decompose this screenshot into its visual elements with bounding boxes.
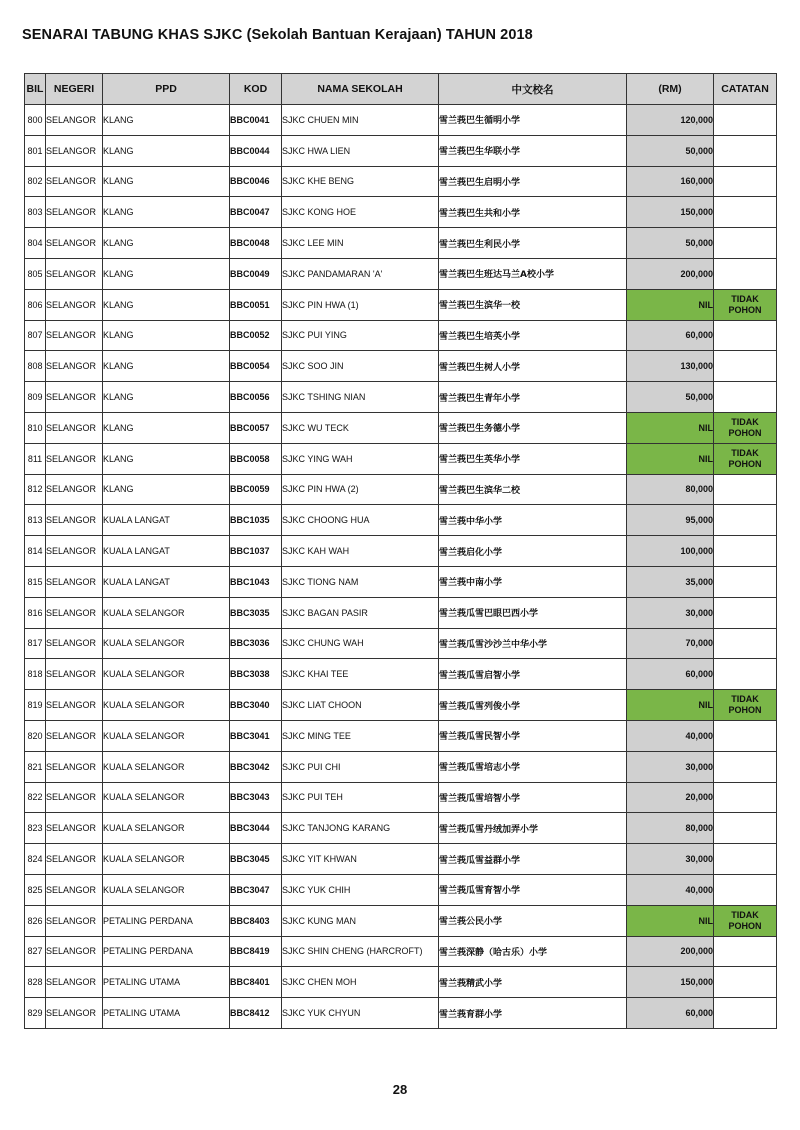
row-negeri: SELANGOR: [46, 874, 103, 905]
row-kod: BBC0044: [230, 135, 282, 166]
row-kod: BBC0046: [230, 166, 282, 197]
row-catatan: [714, 659, 777, 690]
row-amount: 30,000: [627, 751, 714, 782]
row-chinese-name: 雪兰莪瓜雪沙沙兰中华小学: [439, 628, 627, 659]
row-school-name: SJKC KHE BENG: [282, 166, 439, 197]
row-school-name: SJKC BAGAN PASIR: [282, 597, 439, 628]
row-bil: 825: [25, 874, 46, 905]
row-negeri: SELANGOR: [46, 197, 103, 228]
row-negeri: SELANGOR: [46, 505, 103, 536]
table-row: [25, 197, 777, 228]
header-ppd: PPD: [103, 74, 230, 105]
row-amount: 120,000: [627, 105, 714, 136]
row-ppd: KUALA SELANGOR: [103, 813, 230, 844]
row-school-name: SJKC HWA LIEN: [282, 135, 439, 166]
row-ppd: KLANG: [103, 105, 230, 136]
row-bil: 805: [25, 258, 46, 289]
row-kod: BBC0058: [230, 443, 282, 474]
row-negeri: SELANGOR: [46, 474, 103, 505]
row-chinese-name: 雪兰莪巴生培英小学: [439, 320, 627, 351]
row-ppd: KUALA SELANGOR: [103, 751, 230, 782]
row-chinese-name: 雪兰莪瓜雪益群小学: [439, 844, 627, 875]
row-catatan: TIDAK POHON: [714, 289, 777, 320]
row-amount: 50,000: [627, 135, 714, 166]
row-amount: 150,000: [627, 197, 714, 228]
row-kod: BBC3044: [230, 813, 282, 844]
row-bil: 821: [25, 751, 46, 782]
row-negeri: SELANGOR: [46, 382, 103, 413]
row-kod: BBC0048: [230, 228, 282, 259]
row-chinese-name: 雪兰莪巴生滨华二校: [439, 474, 627, 505]
row-kod: BBC0041: [230, 105, 282, 136]
row-kod: BBC8403: [230, 905, 282, 936]
row-amount: NIL: [627, 905, 714, 936]
row-kod: BBC8419: [230, 936, 282, 967]
row-school-name: SJKC SOO JIN: [282, 351, 439, 382]
row-kod: BBC1035: [230, 505, 282, 536]
row-catatan: [714, 813, 777, 844]
row-ppd: KUALA SELANGOR: [103, 720, 230, 751]
row-ppd: KLANG: [103, 351, 230, 382]
table-row: [25, 967, 777, 998]
page-title: SENARAI TABUNG KHAS SJKC (Sekolah Bantuan Kerajaan) TAHUN 2018: [22, 27, 533, 43]
row-amount: NIL: [627, 412, 714, 443]
row-ppd: KLANG: [103, 320, 230, 351]
row-bil: 819: [25, 690, 46, 721]
table-row: [25, 905, 777, 936]
row-school-name: SJKC PUI YING: [282, 320, 439, 351]
table-row: [25, 105, 777, 136]
row-kod: BBC8412: [230, 998, 282, 1029]
row-catatan: [714, 597, 777, 628]
table-row: [25, 782, 777, 813]
row-chinese-name: 雪兰莪瓜雪启智小学: [439, 659, 627, 690]
row-amount: 50,000: [627, 382, 714, 413]
row-school-name: SJKC PIN HWA (2): [282, 474, 439, 505]
row-chinese-name: 雪兰莪巴生华联小学: [439, 135, 627, 166]
row-school-name: SJKC YING WAH: [282, 443, 439, 474]
row-ppd: PETALING PERDANA: [103, 905, 230, 936]
row-catatan: TIDAK POHON: [714, 412, 777, 443]
row-ppd: KUALA LANGAT: [103, 566, 230, 597]
row-negeri: SELANGOR: [46, 228, 103, 259]
row-ppd: KLANG: [103, 228, 230, 259]
row-ppd: KUALA LANGAT: [103, 505, 230, 536]
row-school-name: SJKC CHOONG HUA: [282, 505, 439, 536]
row-bil: 801: [25, 135, 46, 166]
page-number: 28: [392, 1082, 408, 1097]
row-catatan: [714, 351, 777, 382]
row-bil: 807: [25, 320, 46, 351]
header-nama-sekolah: NAMA SEKOLAH: [282, 74, 439, 105]
row-chinese-name: 雪兰莪巴生青年小学: [439, 382, 627, 413]
row-school-name: SJKC MING TEE: [282, 720, 439, 751]
row-negeri: SELANGOR: [46, 782, 103, 813]
row-bil: 814: [25, 536, 46, 567]
table-row: [25, 536, 777, 567]
row-negeri: SELANGOR: [46, 536, 103, 567]
row-catatan: [714, 874, 777, 905]
row-school-name: SJKC CHUNG WAH: [282, 628, 439, 659]
row-kod: BBC0052: [230, 320, 282, 351]
row-school-name: SJKC PANDAMARAN 'A': [282, 258, 439, 289]
row-kod: BBC1037: [230, 536, 282, 567]
row-ppd: KLANG: [103, 382, 230, 413]
row-school-name: SJKC TSHING NIAN: [282, 382, 439, 413]
row-amount: 35,000: [627, 566, 714, 597]
row-amount: 95,000: [627, 505, 714, 536]
row-bil: 826: [25, 905, 46, 936]
row-ppd: KLANG: [103, 166, 230, 197]
row-amount: 80,000: [627, 813, 714, 844]
row-catatan: [714, 967, 777, 998]
row-ppd: KUALA SELANGOR: [103, 628, 230, 659]
row-ppd: KLANG: [103, 197, 230, 228]
row-bil: 811: [25, 443, 46, 474]
row-kod: BBC3036: [230, 628, 282, 659]
row-chinese-name: 雪兰莪启化小学: [439, 536, 627, 567]
row-negeri: SELANGOR: [46, 566, 103, 597]
row-catatan: [714, 566, 777, 597]
row-amount: 20,000: [627, 782, 714, 813]
row-bil: 810: [25, 412, 46, 443]
row-bil: 818: [25, 659, 46, 690]
row-amount: NIL: [627, 690, 714, 721]
row-school-name: SJKC WU TECK: [282, 412, 439, 443]
row-negeri: SELANGOR: [46, 597, 103, 628]
row-kod: BBC0059: [230, 474, 282, 505]
table-row: [25, 597, 777, 628]
row-catatan: [714, 382, 777, 413]
header-bil: BIL: [25, 74, 46, 105]
row-bil: 809: [25, 382, 46, 413]
row-amount: 200,000: [627, 258, 714, 289]
row-catatan: [714, 135, 777, 166]
row-amount: 100,000: [627, 536, 714, 567]
row-negeri: SELANGOR: [46, 351, 103, 382]
row-catatan: [714, 105, 777, 136]
table-row: [25, 628, 777, 659]
row-amount: 40,000: [627, 720, 714, 751]
table-row: [25, 351, 777, 382]
row-school-name: SJKC SHIN CHENG (HARCROFT): [282, 936, 439, 967]
row-bil: 823: [25, 813, 46, 844]
row-ppd: KUALA SELANGOR: [103, 597, 230, 628]
row-school-name: SJKC YIT KHWAN: [282, 844, 439, 875]
table-row: [25, 659, 777, 690]
row-negeri: SELANGOR: [46, 320, 103, 351]
row-negeri: SELANGOR: [46, 628, 103, 659]
row-chinese-name: 雪兰莪瓜雪丹绒加弄小学: [439, 813, 627, 844]
row-amount: NIL: [627, 289, 714, 320]
row-bil: 829: [25, 998, 46, 1029]
row-catatan: [714, 228, 777, 259]
row-negeri: SELANGOR: [46, 289, 103, 320]
row-bil: 816: [25, 597, 46, 628]
row-amount: 60,000: [627, 998, 714, 1029]
row-ppd: PETALING PERDANA: [103, 936, 230, 967]
table-row: [25, 874, 777, 905]
row-ppd: KLANG: [103, 289, 230, 320]
row-chinese-name: 雪兰莪巴生利民小学: [439, 228, 627, 259]
row-negeri: SELANGOR: [46, 166, 103, 197]
row-ppd: PETALING UTAMA: [103, 967, 230, 998]
row-chinese-name: 雪兰莪瓜雪培志小学: [439, 751, 627, 782]
row-catatan: TIDAK POHON: [714, 690, 777, 721]
row-catatan: [714, 628, 777, 659]
table-row: [25, 474, 777, 505]
row-ppd: KUALA LANGAT: [103, 536, 230, 567]
row-amount: 70,000: [627, 628, 714, 659]
table-row: [25, 998, 777, 1029]
row-chinese-name: 雪兰莪巴生启明小学: [439, 166, 627, 197]
row-bil: 804: [25, 228, 46, 259]
row-school-name: SJKC LIAT CHOON: [282, 690, 439, 721]
row-school-name: SJKC CHEN MOH: [282, 967, 439, 998]
row-negeri: SELANGOR: [46, 135, 103, 166]
row-bil: 802: [25, 166, 46, 197]
row-bil: 827: [25, 936, 46, 967]
row-chinese-name: 雪兰莪瓜雪培智小学: [439, 782, 627, 813]
row-amount: 60,000: [627, 320, 714, 351]
row-negeri: SELANGOR: [46, 443, 103, 474]
row-kod: BBC3043: [230, 782, 282, 813]
row-amount: 160,000: [627, 166, 714, 197]
table-row: [25, 505, 777, 536]
row-amount: 200,000: [627, 936, 714, 967]
row-school-name: SJKC KHAI TEE: [282, 659, 439, 690]
row-kod: BBC3041: [230, 720, 282, 751]
row-catatan: [714, 536, 777, 567]
table-row: [25, 412, 777, 443]
row-ppd: KLANG: [103, 474, 230, 505]
row-kod: BBC0056: [230, 382, 282, 413]
row-school-name: SJKC LEE MIN: [282, 228, 439, 259]
row-chinese-name: 雪兰莪育群小学: [439, 998, 627, 1029]
row-chinese-name: 雪兰莪深静（哈古乐）小学: [439, 936, 627, 967]
row-catatan: [714, 720, 777, 751]
row-bil: 808: [25, 351, 46, 382]
row-amount: 40,000: [627, 874, 714, 905]
row-catatan: [714, 258, 777, 289]
row-chinese-name: 雪兰莪巴生班达马兰A校小学: [439, 258, 627, 289]
row-chinese-name: 雪兰莪巴生共和小学: [439, 197, 627, 228]
row-kod: BBC0049: [230, 258, 282, 289]
row-school-name: SJKC YUK CHYUN: [282, 998, 439, 1029]
row-negeri: SELANGOR: [46, 844, 103, 875]
row-chinese-name: 雪兰莪公民小学: [439, 905, 627, 936]
header-chinese-name: 中文校名: [439, 74, 627, 105]
row-catatan: [714, 782, 777, 813]
row-chinese-name: 雪兰莪瓜雪民智小学: [439, 720, 627, 751]
row-catatan: TIDAK POHON: [714, 443, 777, 474]
table-row: [25, 844, 777, 875]
row-school-name: SJKC PUI CHI: [282, 751, 439, 782]
row-bil: 828: [25, 967, 46, 998]
table-row: [25, 382, 777, 413]
row-bil: 803: [25, 197, 46, 228]
row-chinese-name: 雪兰莪瓜雪巴眼巴西小学: [439, 597, 627, 628]
row-school-name: SJKC KONG HOE: [282, 197, 439, 228]
row-amount: 30,000: [627, 597, 714, 628]
row-kod: BBC0047: [230, 197, 282, 228]
table-row: [25, 720, 777, 751]
row-school-name: SJKC TANJONG KARANG: [282, 813, 439, 844]
header-rm: (RM): [627, 74, 714, 105]
row-bil: 817: [25, 628, 46, 659]
row-negeri: SELANGOR: [46, 813, 103, 844]
row-chinese-name: 雪兰莪巴生循明小学: [439, 105, 627, 136]
row-ppd: KUALA SELANGOR: [103, 782, 230, 813]
row-negeri: SELANGOR: [46, 258, 103, 289]
row-negeri: SELANGOR: [46, 412, 103, 443]
row-school-name: SJKC PIN HWA (1): [282, 289, 439, 320]
school-fund-table: [24, 73, 777, 1029]
row-catatan: [714, 751, 777, 782]
table-row: [25, 751, 777, 782]
row-school-name: SJKC YUK CHIH: [282, 874, 439, 905]
row-negeri: SELANGOR: [46, 998, 103, 1029]
row-catatan: [714, 320, 777, 351]
row-school-name: SJKC CHUEN MIN: [282, 105, 439, 136]
row-catatan: [714, 998, 777, 1029]
row-amount: 50,000: [627, 228, 714, 259]
row-ppd: KUALA SELANGOR: [103, 690, 230, 721]
table-row: [25, 690, 777, 721]
header-negeri: NEGERI: [46, 74, 103, 105]
row-chinese-name: 雪兰莪巴生务德小学: [439, 412, 627, 443]
row-kod: BBC0057: [230, 412, 282, 443]
row-catatan: TIDAK POHON: [714, 905, 777, 936]
row-kod: BBC3047: [230, 874, 282, 905]
row-kod: BBC3042: [230, 751, 282, 782]
table-row: [25, 289, 777, 320]
row-amount: 60,000: [627, 659, 714, 690]
header-kod: KOD: [230, 74, 282, 105]
table-row: [25, 443, 777, 474]
row-amount: 130,000: [627, 351, 714, 382]
row-ppd: KLANG: [103, 258, 230, 289]
row-school-name: SJKC TIONG NAM: [282, 566, 439, 597]
row-bil: 806: [25, 289, 46, 320]
row-negeri: SELANGOR: [46, 720, 103, 751]
row-chinese-name: 雪兰莪中华小学: [439, 505, 627, 536]
row-chinese-name: 雪兰莪巴生树人小学: [439, 351, 627, 382]
row-ppd: PETALING UTAMA: [103, 998, 230, 1029]
row-ppd: KUALA SELANGOR: [103, 874, 230, 905]
row-kod: BBC3038: [230, 659, 282, 690]
row-bil: 813: [25, 505, 46, 536]
row-bil: 800: [25, 105, 46, 136]
row-negeri: SELANGOR: [46, 659, 103, 690]
row-negeri: SELANGOR: [46, 105, 103, 136]
row-catatan: [714, 844, 777, 875]
row-chinese-name: 雪兰莪瓜雪列俊小学: [439, 690, 627, 721]
table-row: [25, 228, 777, 259]
row-chinese-name: 雪兰莪巴生英华小学: [439, 443, 627, 474]
row-negeri: SELANGOR: [46, 967, 103, 998]
row-amount: 80,000: [627, 474, 714, 505]
row-kod: BBC3045: [230, 844, 282, 875]
row-chinese-name: 雪兰莪中南小学: [439, 566, 627, 597]
row-negeri: SELANGOR: [46, 690, 103, 721]
table-row: [25, 936, 777, 967]
row-ppd: KUALA SELANGOR: [103, 844, 230, 875]
row-catatan: [714, 474, 777, 505]
row-catatan: [714, 505, 777, 536]
row-ppd: KUALA SELANGOR: [103, 659, 230, 690]
row-kod: BBC0054: [230, 351, 282, 382]
table-row: [25, 320, 777, 351]
row-negeri: SELANGOR: [46, 751, 103, 782]
row-ppd: KLANG: [103, 135, 230, 166]
row-bil: 820: [25, 720, 46, 751]
table-row: [25, 135, 777, 166]
row-school-name: SJKC KUNG MAN: [282, 905, 439, 936]
row-bil: 812: [25, 474, 46, 505]
row-kod: BBC3040: [230, 690, 282, 721]
row-bil: 815: [25, 566, 46, 597]
row-chinese-name: 雪兰莪巴生滨华一校: [439, 289, 627, 320]
header-catatan: CATATAN: [714, 74, 777, 105]
row-chinese-name: 雪兰莪精武小学: [439, 967, 627, 998]
row-amount: NIL: [627, 443, 714, 474]
row-catatan: [714, 936, 777, 967]
row-chinese-name: 雪兰莪瓜雪育智小学: [439, 874, 627, 905]
row-bil: 824: [25, 844, 46, 875]
row-negeri: SELANGOR: [46, 936, 103, 967]
row-school-name: SJKC KAH WAH: [282, 536, 439, 567]
row-amount: 150,000: [627, 967, 714, 998]
row-catatan: [714, 166, 777, 197]
row-amount: 30,000: [627, 844, 714, 875]
row-kod: BBC0051: [230, 289, 282, 320]
row-ppd: KLANG: [103, 443, 230, 474]
table-header-row: [25, 74, 777, 105]
table-row: [25, 166, 777, 197]
row-bil: 822: [25, 782, 46, 813]
row-kod: BBC1043: [230, 566, 282, 597]
row-negeri: SELANGOR: [46, 905, 103, 936]
row-ppd: KLANG: [103, 412, 230, 443]
row-kod: BBC3035: [230, 597, 282, 628]
row-school-name: SJKC PUI TEH: [282, 782, 439, 813]
table-row: [25, 813, 777, 844]
table-row: [25, 566, 777, 597]
row-kod: BBC8401: [230, 967, 282, 998]
row-catatan: [714, 197, 777, 228]
table-row: [25, 258, 777, 289]
